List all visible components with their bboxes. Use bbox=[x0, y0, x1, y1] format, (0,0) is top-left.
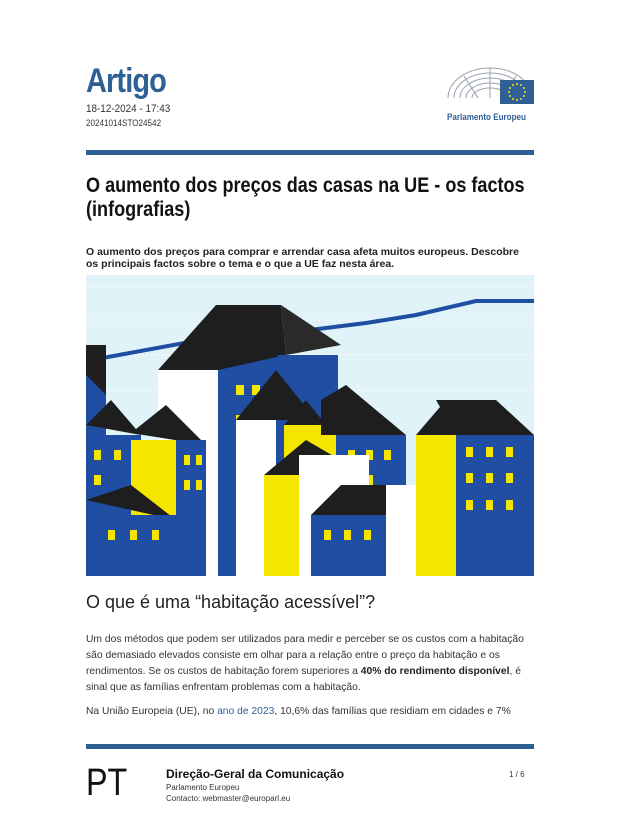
logo-text: Parlamento Europeu bbox=[447, 112, 526, 123]
article-lead: O aumento dos preços para comprar e arrendar casa afeta muitos europeus. Descobre os principais factos sobre o tema e o que a UE faz nesta área. bbox=[86, 246, 519, 270]
footer-contact: Contacto: webmaster@europarl.eu bbox=[166, 794, 291, 803]
document-date: 18-12-2024 - 17:43 bbox=[86, 103, 171, 115]
page-number: 1 / 6 bbox=[509, 770, 525, 779]
housing-illustration bbox=[86, 275, 534, 576]
section-heading: O que é uma “habitação acessível”? bbox=[86, 592, 376, 612]
year-2023-link[interactable]: ano de 2023 bbox=[217, 706, 275, 717]
language-code: PT bbox=[86, 762, 128, 804]
paragraph-2: Na União Europeia (UE), no ano de 2023, 10,6% das famílias que residiam em cidades e 7% bbox=[86, 706, 511, 717]
footer-divider bbox=[86, 744, 534, 749]
article-title: O aumento dos preços das casas na UE - os factos (infografias) bbox=[86, 174, 525, 221]
emphasis-text: 40% do rendimento disponível bbox=[360, 666, 510, 677]
footer-organization: Direção-Geral da Comunicação bbox=[166, 767, 345, 781]
document-type: Artigo bbox=[86, 62, 166, 100]
header-divider bbox=[86, 150, 534, 155]
document-reference: 20241014STO24542 bbox=[86, 118, 162, 128]
paragraph-1: Um dos métodos que podem ser utilizados para medir e perceber se os custos com a habitação são demasiado elevados consiste em olhar para a relação entre o preço da habitação e os rendimentos. Se os custos de habitação forem superiores a 40% do rendimento disponível, é sinal que as famílias enfrentam problemas com a habitação. bbox=[86, 634, 524, 693]
footer-subtitle: Parlamento Europeu bbox=[166, 783, 240, 792]
